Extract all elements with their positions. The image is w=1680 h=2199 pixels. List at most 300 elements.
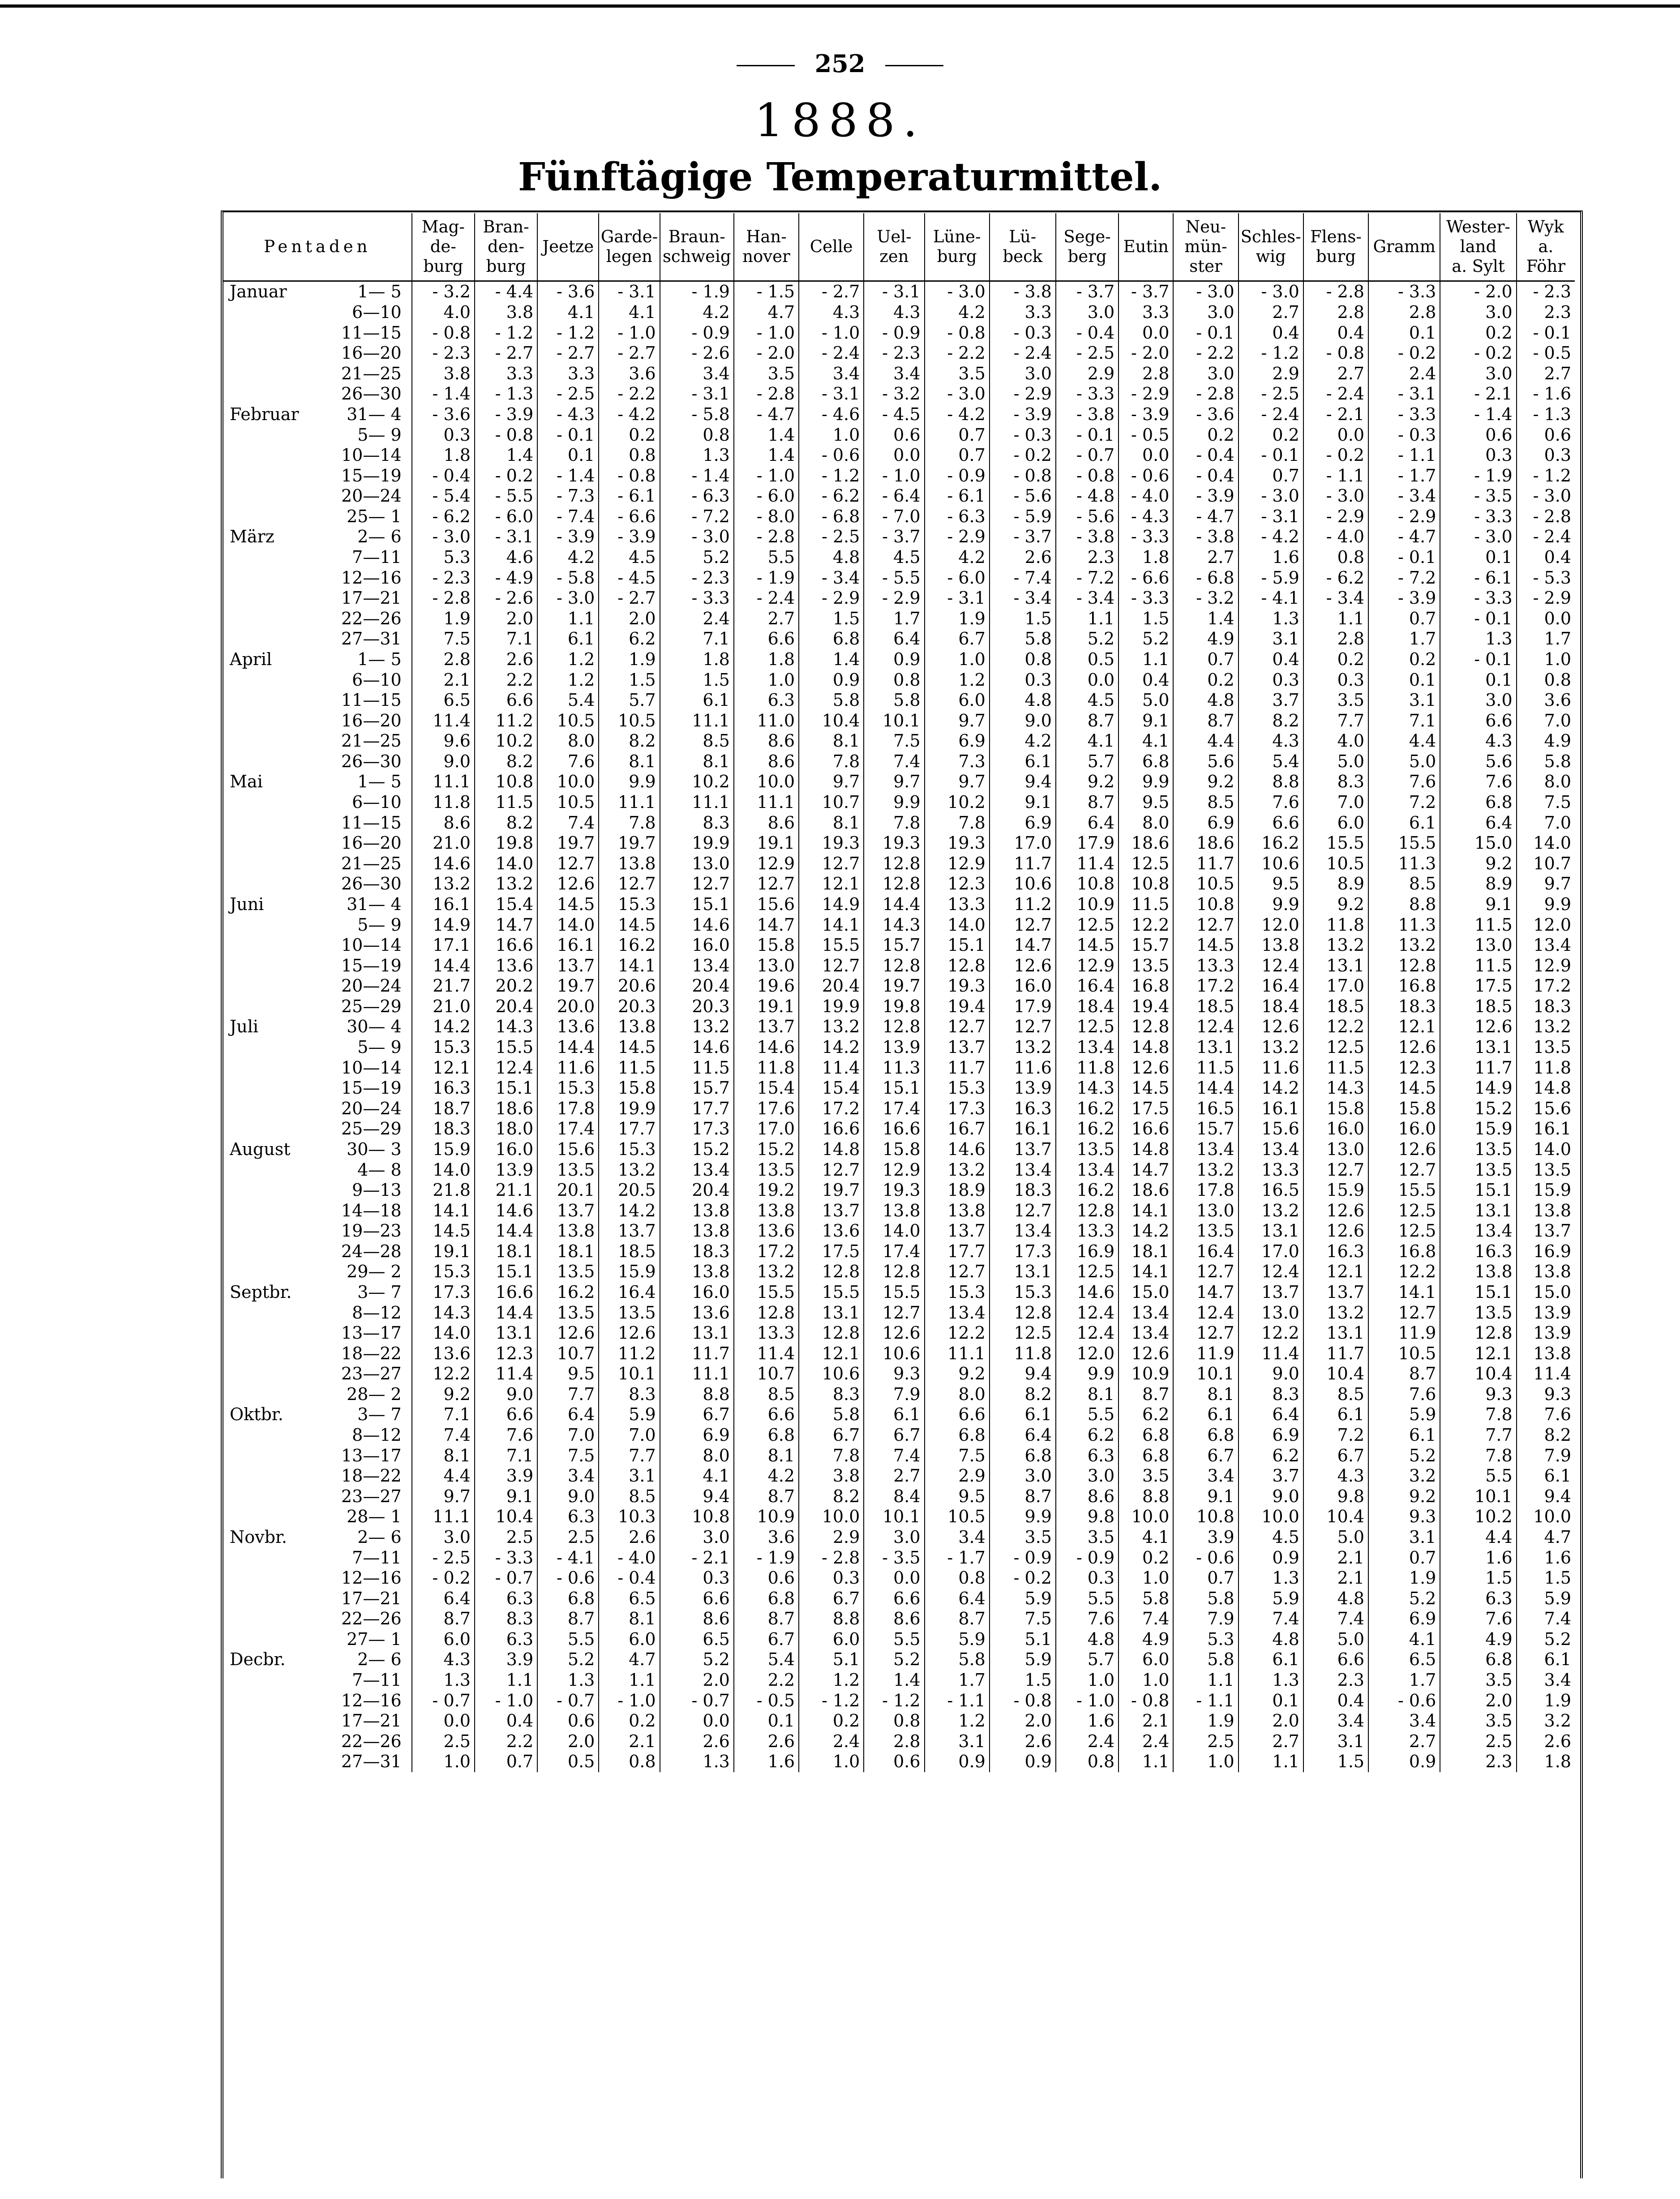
temperature-cell: 0.7 [1368,609,1440,629]
pentade-label [223,1037,412,1058]
temperature-cell: 2.8 [1303,629,1368,649]
temperature-cell: 10.2 [925,792,990,813]
temperature-cell: - 4.8 [1056,486,1119,507]
pentade-range: 27—31 [341,1752,402,1771]
temperature-cell: 7.9 [1517,1446,1575,1466]
temperature-cell: 6.1 [990,752,1056,772]
temperature-cell: 11.8 [1303,915,1368,936]
temperature-cell: - 0.9 [1056,1548,1119,1568]
temperature-cell: - 4.1 [1239,588,1303,609]
temperature-cell: 4.7 [599,1649,660,1670]
temperature-cell: 0.3 [660,1568,734,1589]
temperature-cell: 7.8 [799,1446,864,1466]
temperature-cell: 12.0 [1517,915,1575,936]
temperature-cell: 8.7 [537,1609,599,1629]
table-row [223,1691,1575,1711]
pentade-label [223,1364,412,1384]
temperature-cell: 0.2 [1239,425,1303,446]
temperature-cell: 5.2 [660,1649,734,1670]
temperature-cell: 14.0 [1517,833,1575,854]
temperature-cell: 1.7 [1368,629,1440,649]
temperature-cell: 12.7 [660,874,734,894]
temperature-cell: - 2.6 [475,588,537,609]
temperature-cell: 13.2 [599,1160,660,1181]
temperature-cell: - 1.0 [799,323,864,344]
temperature-cell: 10.9 [1119,1364,1173,1384]
temperature-cell: 4.3 [1440,731,1516,752]
temperature-cell: 0.2 [799,1711,864,1731]
temperature-cell: 5.4 [537,690,599,711]
temperature-cell: 0.8 [864,670,924,691]
temperature-cell: 10.7 [799,792,864,813]
temperature-cell: 0.2 [1440,323,1516,344]
temperature-cell: 13.2 [475,874,537,894]
temperature-cell: - 6.6 [1119,568,1173,588]
temperature-cell: 7.4 [1303,1609,1368,1629]
pentade-label [223,527,412,547]
temperature-cell: 7.8 [599,813,660,833]
temperature-cell: 7.6 [1517,1404,1575,1425]
temperature-cell: 1.1 [1303,609,1368,629]
temperature-cell: 13.6 [660,1303,734,1323]
temperature-cell: - 2.3 [412,343,475,364]
temperature-cell: - 0.9 [925,466,990,486]
pentade-range: 26—30 [341,384,402,404]
temperature-cell: 3.1 [1368,690,1440,711]
temperature-cell: 11.1 [412,772,475,792]
temperature-cell: 4.5 [864,547,924,568]
temperature-cell: 12.1 [799,874,864,894]
temperature-cell: 12.7 [1173,1262,1238,1282]
pentade-label [223,629,412,649]
pentade-range: 20—24 [341,976,402,996]
temperature-cell: - 1.0 [475,1691,537,1711]
temperature-cell: - 2.3 [864,343,924,364]
temperature-cell: 15.0 [1119,1282,1173,1303]
table-row [223,1446,1575,1466]
temperature-cell: 12.5 [1056,915,1119,936]
temperature-cell: - 3.7 [864,527,924,547]
temperature-cell: - 4.2 [925,404,990,425]
table-row [223,731,1575,752]
page-number [0,49,1680,78]
temperature-cell: - 1.0 [599,1691,660,1711]
temperature-cell: 13.3 [734,1323,799,1344]
temperature-cell: 6.4 [537,1404,599,1425]
pentade-range: 21—25 [341,731,402,751]
temperature-cell: 15.7 [660,1078,734,1099]
temperature-cell: 19.9 [799,996,864,1017]
temperature-cell: 3.4 [799,364,864,384]
temperature-cell: 12.6 [1368,1037,1440,1058]
month-label: Mai [230,772,263,792]
header-station-18: Wyk a. Föhr [1517,213,1575,281]
temperature-cell: 14.7 [1173,1282,1238,1303]
temperature-cell: 0.7 [1173,1568,1238,1589]
temperature-cell: - 3.2 [1173,588,1238,609]
temperature-cell: 17.4 [864,1099,924,1119]
pentade-label [223,1629,412,1650]
temperature-cell: 0.6 [864,1752,924,1772]
temperature-cell: 3.1 [1368,1527,1440,1548]
temperature-cell: 12.9 [1517,956,1575,976]
pentade-range: 19—23 [341,1221,402,1241]
temperature-cell: 0.3 [412,425,475,446]
temperature-cell: - 3.0 [1239,281,1303,303]
temperature-cell: 16.8 [1119,976,1173,996]
temperature-cell: 6.1 [1303,1404,1368,1425]
temperature-cell: 6.1 [537,629,599,649]
temperature-cell: 4.1 [537,302,599,323]
temperature-cell: - 3.9 [1119,404,1173,425]
temperature-cell: 1.0 [799,1752,864,1772]
pentade-label [223,466,412,486]
table-row [223,813,1575,833]
temperature-cell: 12.4 [475,1058,537,1078]
temperature-cell: 11.6 [1239,1058,1303,1078]
temperature-cell: 19.3 [925,976,990,996]
temperature-cell: 0.3 [1056,1568,1119,1589]
temperature-cell: 6.0 [599,1629,660,1650]
temperature-cell: - 3.3 [1056,384,1119,404]
temperature-cell: 0.1 [734,1711,799,1731]
temperature-cell: 11.7 [990,854,1056,874]
temperature-cell: 10.4 [475,1507,537,1527]
temperature-cell: 12.7 [864,1303,924,1323]
pentade-range: 2— 6 [357,1649,402,1670]
temperature-cell: 16.3 [1303,1241,1368,1262]
temperature-cell: 0.7 [1239,466,1303,486]
temperature-cell: 12.8 [1440,1323,1516,1344]
temperature-cell: 7.6 [1368,772,1440,792]
temperature-cell: 16.4 [1239,976,1303,996]
temperature-cell: 7.6 [1239,792,1303,813]
temperature-cell: 14.5 [599,1037,660,1058]
temperature-cell: - 0.7 [1056,445,1119,466]
temperature-cell: 13.3 [1173,956,1238,976]
table-row [223,1241,1575,1262]
pentade-label [223,281,412,303]
month-label: Novbr. [230,1527,287,1547]
temperature-cell: 12.7 [1173,915,1238,936]
temperature-cell: 13.9 [1517,1323,1575,1344]
temperature-cell: 3.0 [1173,302,1238,323]
temperature-cell: 8.1 [660,752,734,772]
temperature-cell: 10.5 [925,1507,990,1527]
pentade-label [223,1323,412,1344]
temperature-cell: - 3.3 [1368,281,1440,303]
temperature-cell: 7.1 [1368,711,1440,731]
temperature-cell: 6.5 [1368,1649,1440,1670]
pentade-label [223,1486,412,1507]
temperature-cell: 5.0 [1303,1527,1368,1548]
temperature-cell: - 1.3 [475,384,537,404]
temperature-cell: 6.0 [1119,1649,1173,1670]
temperature-cell: - 0.2 [412,1568,475,1589]
temperature-cell: 15.4 [475,894,537,915]
pentade-range: 12—16 [341,1568,402,1588]
temperature-cell: 1.9 [925,609,990,629]
temperature-cell: 5.2 [864,1649,924,1670]
temperature-cell: - 1.0 [599,323,660,344]
temperature-cell: 10.7 [537,1344,599,1364]
temperature-cell: 12.6 [1239,1017,1303,1037]
temperature-cell: - 0.2 [1368,343,1440,364]
temperature-cell: - 2.5 [1056,343,1119,364]
temperature-cell: - 1.2 [799,466,864,486]
temperature-cell: 15.2 [1440,1099,1516,1119]
temperature-cell: - 2.9 [1119,384,1173,404]
temperature-cell: 4.7 [734,302,799,323]
temperature-cell: 14.3 [864,915,924,936]
header-station-5: Braun- schweig [660,213,734,281]
temperature-cell: 12.3 [925,874,990,894]
temperature-cell: 14.6 [660,915,734,936]
temperature-cell: - 1.4 [537,466,599,486]
temperature-cell: - 3.0 [1440,527,1516,547]
page-number-dash-left [737,65,795,66]
temperature-cell: 1.7 [925,1670,990,1691]
temperature-cell: - 0.1 [1056,425,1119,446]
temperature-cell: 5.0 [1303,1629,1368,1650]
pentade-label [223,996,412,1017]
temperature-cell: 15.8 [864,1139,924,1160]
temperature-cell: 14.5 [1056,935,1119,956]
table-row [223,1752,1575,1772]
temperature-cell: 2.6 [990,547,1056,568]
temperature-cell: 8.0 [1517,772,1575,792]
temperature-cell: 14.3 [1056,1078,1119,1099]
temperature-cell: 9.0 [537,1486,599,1507]
temperature-cell: - 3.4 [1368,486,1440,507]
temperature-cell: 6.6 [864,1589,924,1609]
temperature-cell: 3.4 [1368,1711,1440,1731]
temperature-cell: 0.4 [1517,547,1575,568]
table-row [223,1670,1575,1691]
temperature-cell: 14.4 [475,1303,537,1323]
temperature-cell: - 1.1 [1173,1691,1238,1711]
temperature-cell: 15.9 [599,1262,660,1282]
temperature-cell: 15.3 [537,1078,599,1099]
temperature-cell: 2.8 [1368,302,1440,323]
temperature-cell: 8.5 [599,1486,660,1507]
temperature-cell: 14.2 [1239,1078,1303,1099]
temperature-cell: - 1.0 [734,323,799,344]
pentade-label [223,1241,412,1262]
temperature-cell: 6.8 [1119,1446,1173,1466]
temperature-cell: 15.3 [925,1078,990,1099]
temperature-table [223,213,1575,1772]
temperature-cell: 0.9 [864,649,924,670]
temperature-cell: - 0.9 [990,1548,1056,1568]
pentade-label [223,507,412,527]
table-row [223,1609,1575,1629]
temperature-cell: 2.2 [734,1670,799,1691]
temperature-cell: - 5.5 [864,568,924,588]
temperature-cell: 1.9 [1368,1568,1440,1589]
table-row [223,1099,1575,1119]
temperature-cell: 4.4 [1173,731,1238,752]
temperature-cell: 15.8 [1368,1099,1440,1119]
temperature-cell: 2.8 [1303,302,1368,323]
temperature-cell: 12.8 [990,1303,1056,1323]
temperature-cell: 13.2 [660,1017,734,1037]
temperature-cell: 6.8 [734,1589,799,1609]
temperature-cell: 1.5 [1517,1568,1575,1589]
header-row [223,213,1575,281]
temperature-cell: - 2.5 [799,527,864,547]
temperature-cell: 7.4 [412,1425,475,1446]
page-number-text: 252 [814,49,866,78]
temperature-cell: 17.2 [1517,976,1575,996]
temperature-cell: 8.1 [799,813,864,833]
temperature-cell: 0.0 [660,1711,734,1731]
temperature-cell: 3.0 [990,364,1056,384]
temperature-cell: 2.1 [1119,1711,1173,1731]
temperature-cell: 10.0 [1119,1507,1173,1527]
temperature-cell: 10.2 [475,731,537,752]
temperature-cell: 11.1 [660,711,734,731]
temperature-cell: 6.6 [1303,1649,1368,1670]
temperature-cell: 12.7 [990,915,1056,936]
temperature-cell: 19.4 [925,996,990,1017]
pentade-label [223,404,412,425]
temperature-cell: 14.3 [475,1017,537,1037]
pentade-label [223,1711,412,1731]
temperature-cell: 1.0 [1517,649,1575,670]
temperature-cell: 15.3 [412,1262,475,1282]
temperature-cell: 0.0 [864,445,924,466]
temperature-cell: 1.0 [1173,1752,1238,1772]
temperature-cell: - 5.9 [1239,568,1303,588]
temperature-cell: 1.3 [660,445,734,466]
temperature-cell: 11.5 [1173,1058,1238,1078]
temperature-cell: - 1.1 [1368,445,1440,466]
temperature-cell: - 3.8 [1056,527,1119,547]
temperature-cell: 12.6 [599,1323,660,1344]
temperature-cell: 5.2 [537,1649,599,1670]
temperature-cell: 13.7 [1517,1221,1575,1241]
temperature-cell: 13.4 [925,1303,990,1323]
temperature-cell: 10.0 [734,772,799,792]
table-row [223,281,1575,303]
temperature-cell: - 6.0 [475,507,537,527]
pentade-range: 27— 1 [347,1629,402,1649]
temperature-cell: 6.3 [1056,1446,1119,1466]
temperature-cell: 14.9 [799,894,864,915]
temperature-cell: - 4.3 [537,404,599,425]
temperature-cell: 6.6 [734,629,799,649]
month-label: Juni [230,894,264,914]
pentade-label [223,690,412,711]
temperature-cell: 10.4 [1303,1507,1368,1527]
temperature-cell: 0.4 [1239,323,1303,344]
temperature-cell: 13.5 [537,1262,599,1282]
temperature-cell: 15.3 [412,1037,475,1058]
temperature-cell: - 2.7 [799,281,864,303]
temperature-cell: 14.3 [412,1303,475,1323]
temperature-cell: 5.0 [1119,690,1173,711]
temperature-cell: 5.2 [1517,1629,1575,1650]
temperature-cell: 16.2 [1056,1099,1119,1119]
temperature-cell: - 0.5 [1517,343,1575,364]
temperature-cell: 3.3 [1119,302,1173,323]
temperature-cell: 14.5 [1368,1078,1440,1099]
temperature-cell: 14.0 [925,915,990,936]
temperature-cell: 1.3 [660,1752,734,1772]
temperature-cell: 9.9 [864,792,924,813]
temperature-cell: 14.0 [412,1160,475,1181]
temperature-cell: - 0.6 [1368,1691,1440,1711]
temperature-cell: - 1.2 [1517,466,1575,486]
temperature-cell: 21.0 [412,996,475,1017]
temperature-cell: 2.4 [799,1731,864,1752]
temperature-cell: 18.1 [475,1241,537,1262]
temperature-cell: 13.5 [1056,1139,1119,1160]
temperature-cell: 12.3 [1368,1058,1440,1078]
temperature-cell: 20.3 [660,996,734,1017]
temperature-cell: 1.0 [412,1752,475,1772]
table-row [223,649,1575,670]
temperature-cell: - 2.9 [1368,507,1440,527]
temperature-cell: 11.0 [734,711,799,731]
temperature-cell: 18.3 [1368,996,1440,1017]
temperature-cell: - 2.8 [734,527,799,547]
temperature-cell: 7.0 [599,1425,660,1446]
temperature-cell: 0.6 [864,425,924,446]
temperature-cell: 1.2 [537,670,599,691]
temperature-cell: 8.8 [660,1384,734,1405]
temperature-cell: 14.0 [1517,1139,1575,1160]
temperature-cell: - 0.3 [1368,425,1440,446]
temperature-cell: 10.1 [1173,1364,1238,1384]
temperature-cell: 12.8 [799,1262,864,1282]
temperature-cell: 8.6 [734,752,799,772]
temperature-cell: 13.4 [660,1160,734,1181]
table-row [223,894,1575,915]
temperature-cell: 13.4 [990,1160,1056,1181]
temperature-cell: 13.2 [1173,1160,1238,1181]
temperature-cell: 8.9 [1303,874,1368,894]
pentade-range: 23—27 [341,1364,402,1383]
temperature-cell: 4.1 [1056,731,1119,752]
temperature-cell: 13.5 [1173,1221,1238,1241]
temperature-cell: 3.0 [990,1466,1056,1486]
temperature-cell: 0.2 [1303,649,1368,670]
pentade-range: 24—28 [341,1241,402,1261]
temperature-cell: 11.5 [1440,956,1516,976]
temperature-cell: 3.4 [1303,1711,1368,1731]
temperature-cell: 2.7 [1303,364,1368,384]
temperature-cell: 9.0 [1239,1364,1303,1384]
table-row [223,1404,1575,1425]
temperature-cell: - 3.0 [1303,486,1368,507]
temperature-cell: 3.0 [660,1527,734,1548]
temperature-cell: 12.8 [1119,1017,1173,1037]
temperature-cell: 0.9 [1239,1548,1303,1568]
temperature-cell: 13.2 [412,874,475,894]
temperature-cell: 18.6 [1119,833,1173,854]
temperature-cell: 6.4 [864,629,924,649]
pentade-range: 13—17 [341,1445,402,1465]
temperature-cell: 2.5 [1173,1731,1238,1752]
temperature-cell: 1.8 [660,649,734,670]
temperature-cell: 11.5 [1440,915,1516,936]
temperature-cell: 14.7 [1119,1160,1173,1181]
temperature-cell: 8.6 [412,813,475,833]
temperature-cell: - 6.1 [925,486,990,507]
temperature-cell: 13.6 [412,1344,475,1364]
